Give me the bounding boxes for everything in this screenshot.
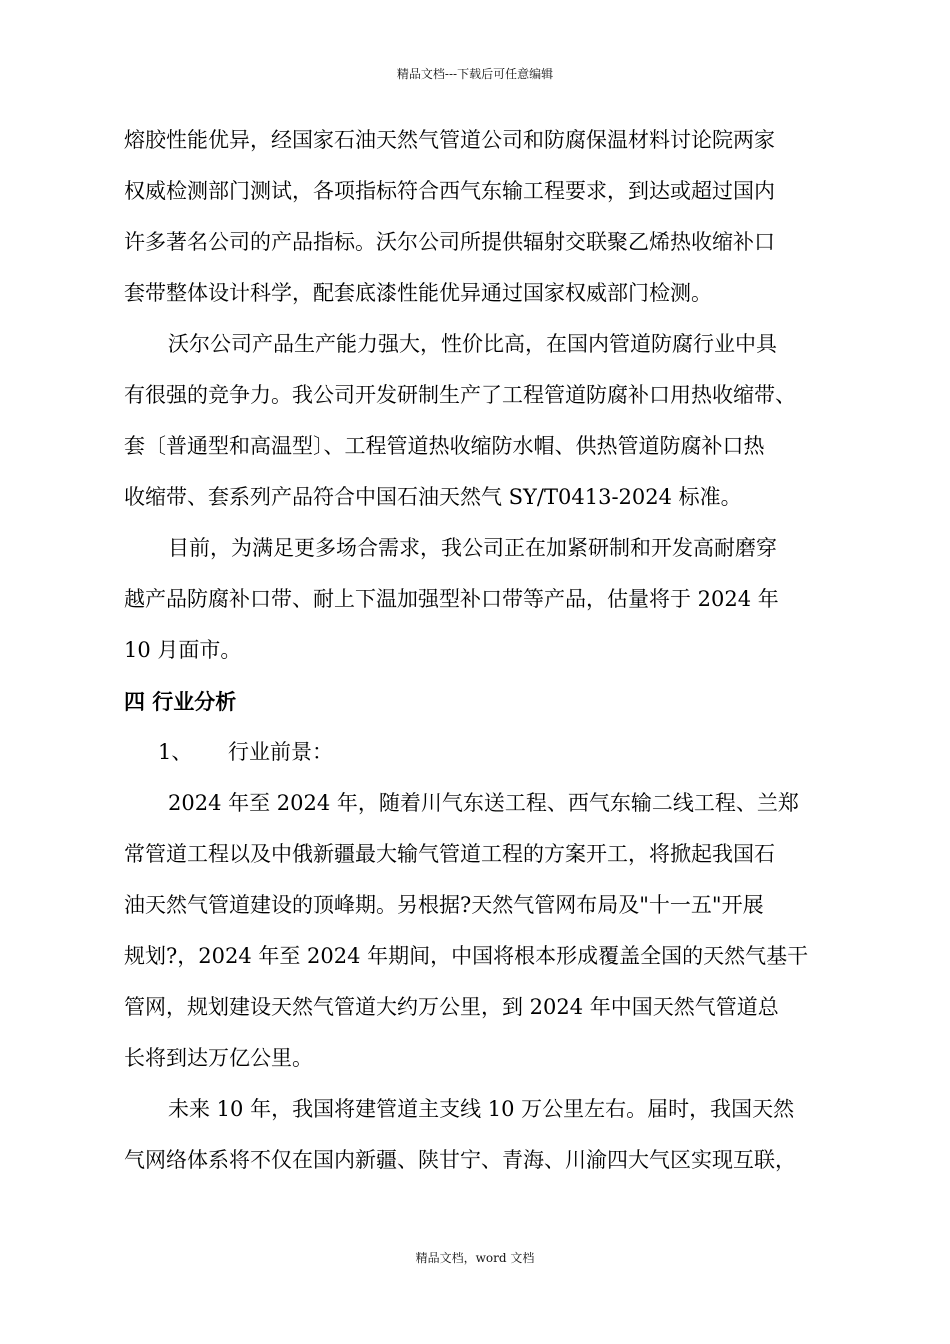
text-line: 长将到达万亿公里。: [124, 1046, 313, 1070]
page-header: 精品文档---下载后可任意编辑: [396, 67, 554, 81]
section-heading: 四 行业分析: [124, 689, 237, 714]
page-footer: 精品文档，word 文档: [415, 1251, 535, 1265]
paragraph-5: [124, 1084, 844, 1186]
paragraph-1: [124, 115, 844, 319]
text-line: 常管道工程以及中俄新疆最大输气管道工程的方案开工，将掀起我国石: [124, 842, 775, 866]
text-line: 套带整体设计科学，配套底漆性能优异通过国家权威部门检测。: [124, 281, 712, 305]
list-item: [124, 727, 844, 778]
text-line: 规划?，2024 年至 2024 年期间，中国将根本形成覆盖全国的天然气基干: [124, 944, 809, 968]
list-item-number: 1、: [158, 740, 193, 764]
text-line: 熔胶性能优异，经国家石油天然气管道公司和防腐保温材料讨论院两家: [124, 128, 775, 152]
text-line: 目前，为满足更多场合需求，我公司正在加紧研制和开发高耐磨穿: [168, 536, 777, 560]
text-line: 2024 年至 2024 年，随着川气东送工程、西气东输二线工程、兰郑: [168, 791, 799, 815]
paragraph-3: [124, 523, 844, 676]
text-line: 10 月面市。: [124, 638, 242, 662]
text-line: 越产品防腐补口带、耐上下温加强型补口带等产品，估量将于 2024 年: [124, 587, 779, 611]
paragraph-2: [124, 319, 844, 523]
text-line: 未来 10 年，我国将建管道主支线 10 万公里左右。届时，我国天然: [168, 1097, 795, 1121]
text-line: 收缩带、套系列产品符合中国石油天然气 SY/T0413-2024 标准。: [124, 485, 742, 509]
text-line: 权威检测部门测试，各项指标符合西气东输工程要求，到达或超过国内: [124, 179, 775, 203]
document-body: [124, 115, 844, 1186]
paragraph-4: [124, 778, 844, 1084]
text-line: 沃尔公司产品生产能力强大，性价比高，在国内管道防腐行业中具: [168, 332, 777, 356]
text-line: 有很强的竞争力。我公司开发研制生产了工程管道防腐补口用热收缩带、: [124, 383, 796, 407]
list-item-text: 行业前景：: [228, 740, 333, 764]
text-line: 气网络体系将不仅在国内新疆、陕甘宁、青海、川渝四大气区实现互联，: [124, 1148, 796, 1172]
text-line: 许多著名公司的产品指标。沃尔公司所提供辐射交联聚乙烯热收缩补口: [124, 230, 775, 254]
text-line: 油天然气管道建设的顶峰期。另根据?天然气管网布局及"十一五"开展: [124, 893, 764, 917]
text-line: 管网，规划建设天然气管道大约万公里，到 2024 年中国天然气管道总: [124, 995, 779, 1019]
text-line: 套〔普通型和高温型〕、工程管道热收缩防水帽、供热管道防腐补口热: [124, 434, 765, 458]
